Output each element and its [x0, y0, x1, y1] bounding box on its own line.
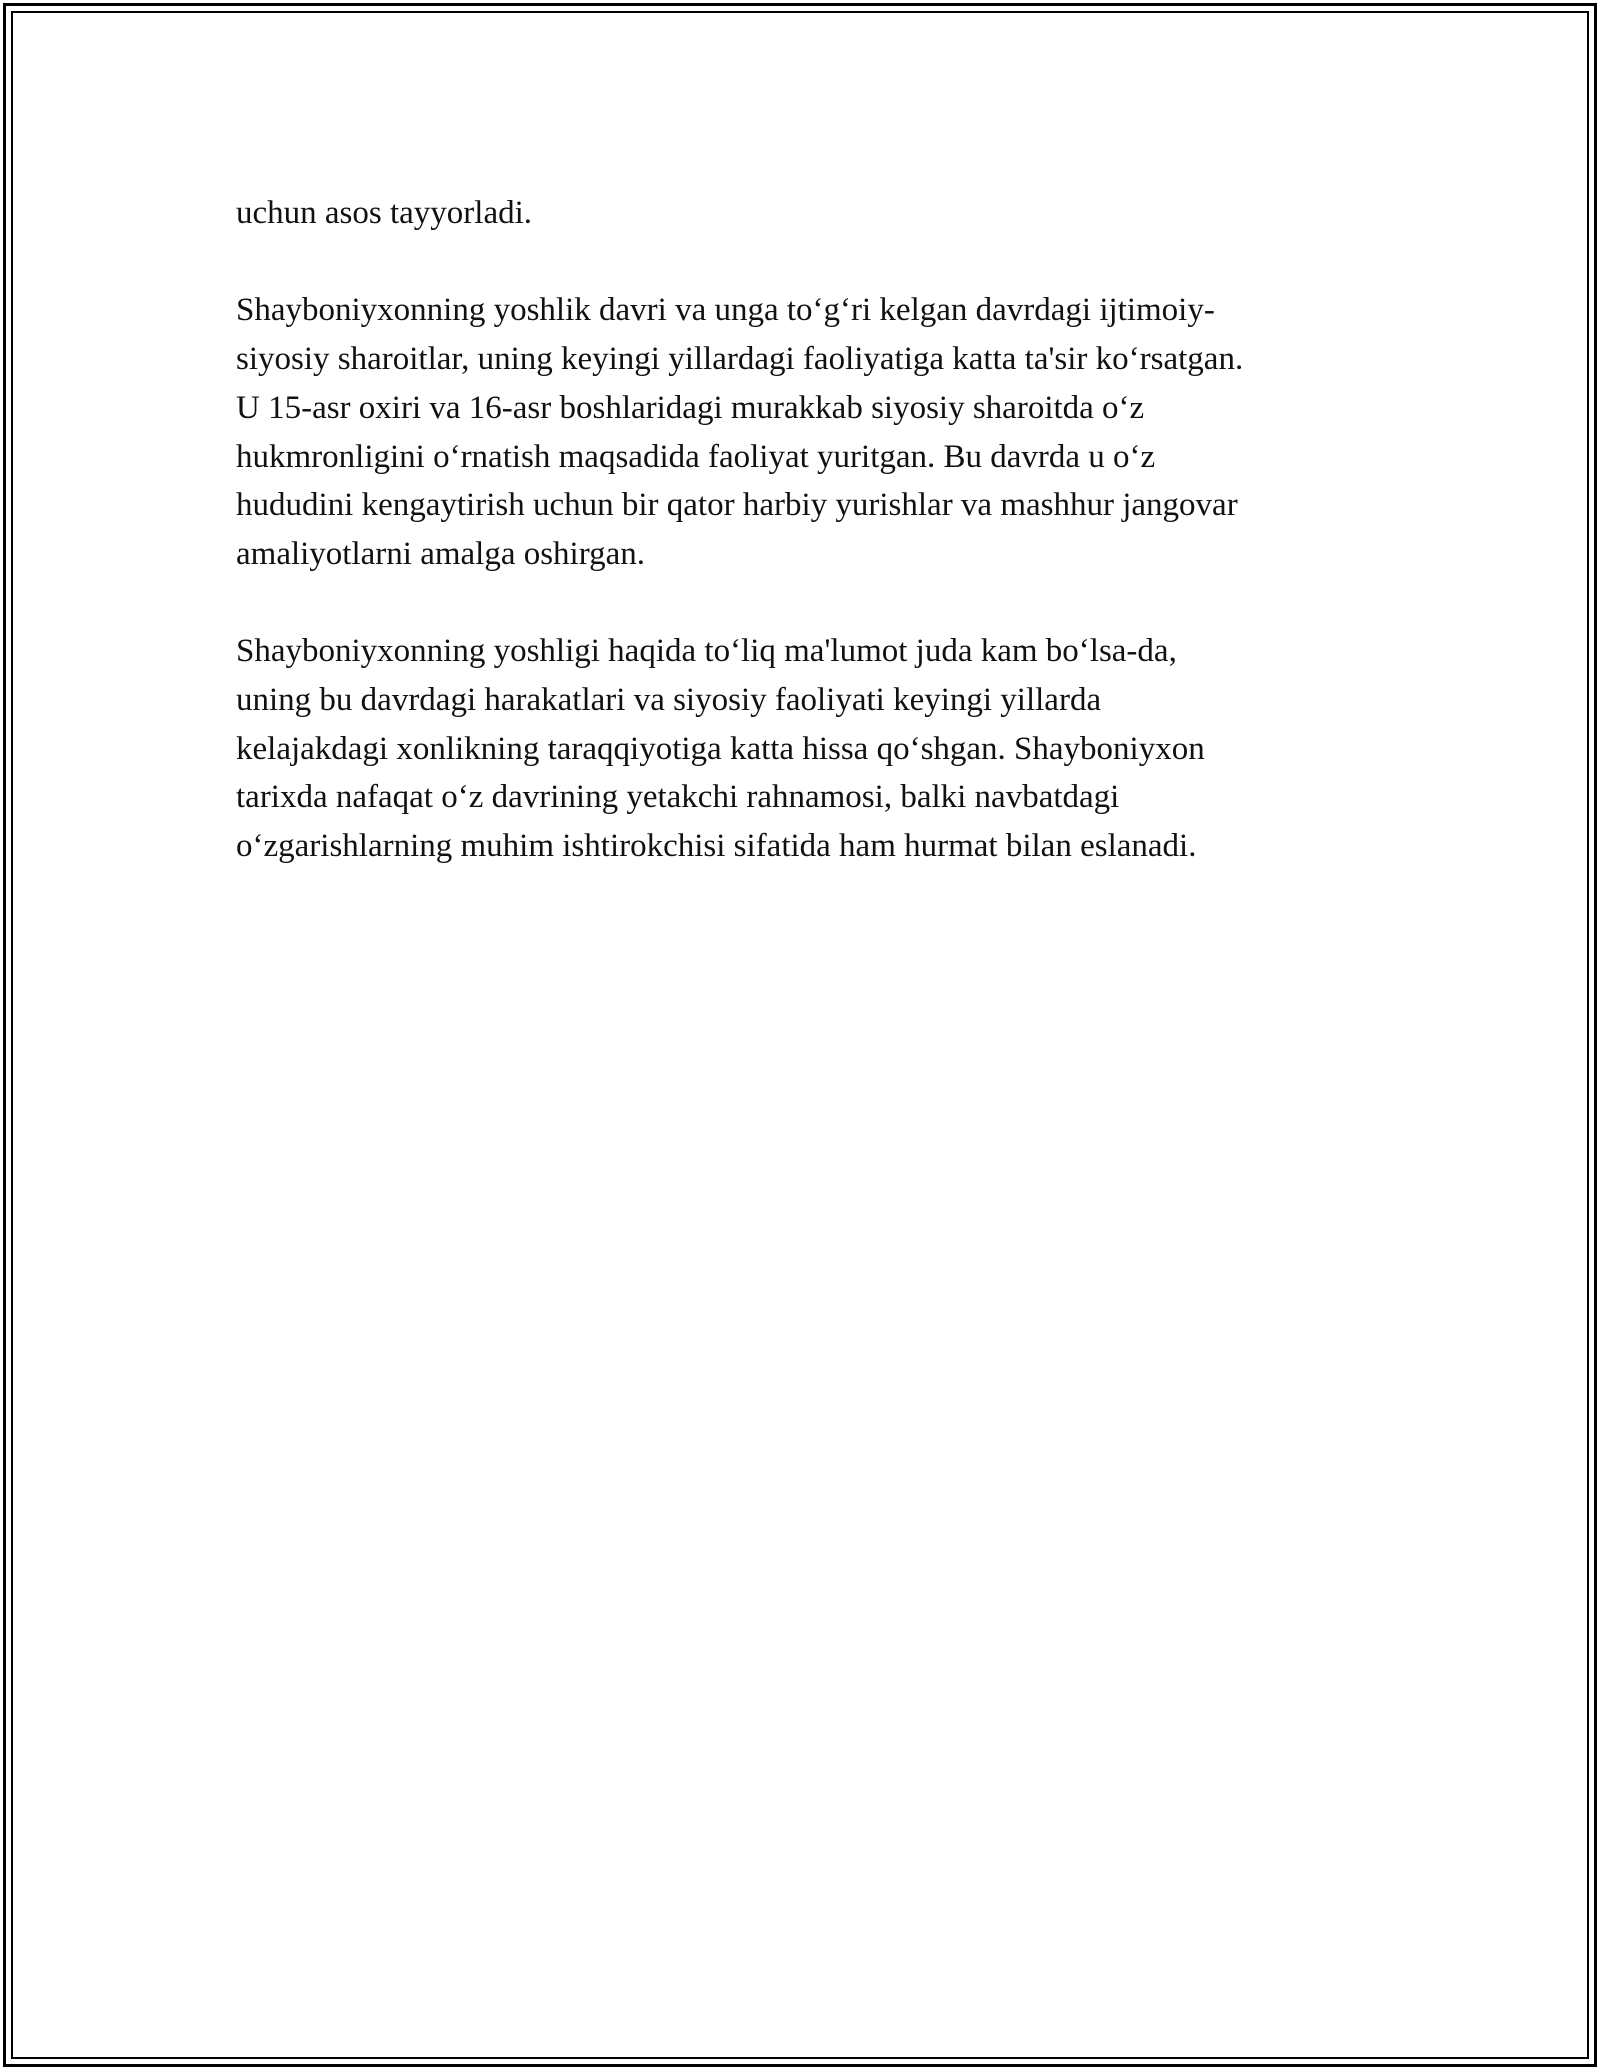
paragraph-continuation [236, 189, 1366, 238]
text-line: uchun asos tayyorladi. [236, 195, 533, 231]
paragraph-youth-period [236, 286, 1366, 578]
document-body [236, 189, 1366, 871]
text-line: Shayboniyxonning yoshligi haqida to‘liq ma'lumot juda kam bo‘lsa-da, [236, 633, 1177, 670]
text-line: U 15-asr oxiri va 16-asr boshlaridagi murakkab siyosiy sharoitda o‘z [236, 389, 1145, 426]
text-line: kelajakdagi xonlikning taraqqiyotiga katta hissa qo‘shgan. Shayboniyxon [236, 730, 1205, 767]
text-line: siyosiy sharoitlar, uning keyingi yillardagi faoliyatiga katta ta'sir ko‘rsatgan. [236, 341, 1244, 378]
paragraph-legacy [236, 627, 1366, 871]
text-line: uning bu davrdagi harakatlari va siyosiy faoliyati keyingi yillarda [236, 682, 1102, 718]
text-line: Shayboniyxonning yoshlik davri va unga to‘g‘ri kelgan davrdagi ijtimoiy- [236, 292, 1215, 329]
text-line: amaliyotlarni amalga oshirgan. [236, 535, 646, 572]
text-line: hududini kengaytirish uchun bir qator harbiy yurishlar va mashhur jangovar [236, 487, 1238, 524]
text-line: hukmronligini o‘rnatish maqsadida faoliyat yuritgan. Bu davrda u o‘z [236, 438, 1156, 475]
text-line: tarixda nafaqat o‘z davrining yetakchi rahnamosi, balki navbatdagi [236, 779, 1120, 816]
text-line: o‘zgarishlarning muhim ishtirokchisi sifatida ham hurmat bilan eslanadi. [236, 828, 1197, 865]
